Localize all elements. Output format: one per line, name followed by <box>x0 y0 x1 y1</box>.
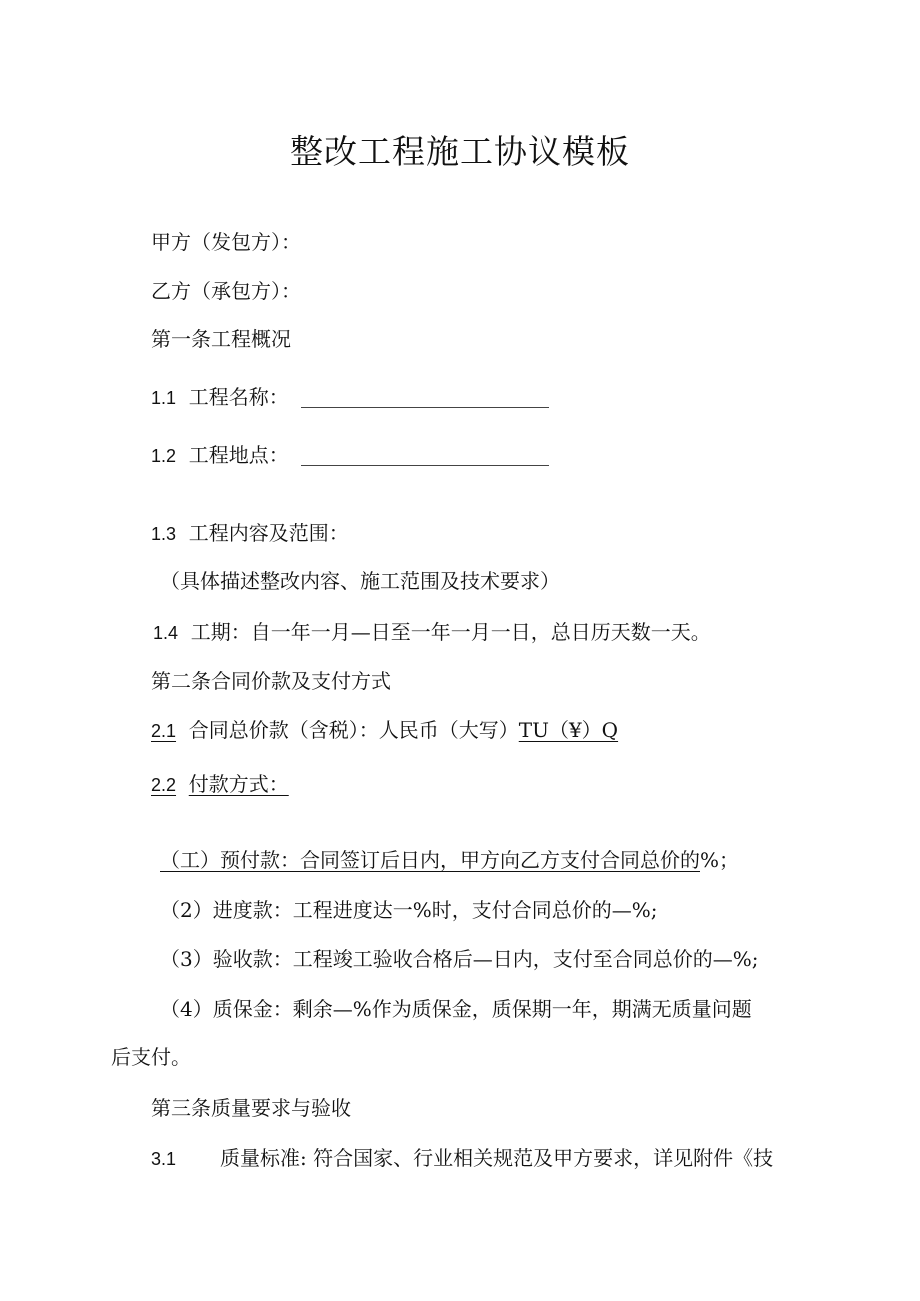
project-location-blank[interactable] <box>301 447 549 466</box>
payment-item-1-text: （工）预付款：合同签订后日内，甲方向乙方支付合同总价的 <box>160 848 700 872</box>
payment-item-3: （3）验收款：工程竣工验收合格后—日内，支付至合同总价的—%; <box>160 947 759 971</box>
clause-2-2 <box>151 770 289 799</box>
article-3-heading: 第三条质量要求与验收 <box>151 1096 351 1120</box>
clause-text: 合同总价款（含税）：人民币（大写） <box>188 718 519 742</box>
clause-number: 2.2 <box>151 775 177 795</box>
clause-3-1 <box>151 1144 773 1173</box>
payment-item-4-line-1: （4）质保金：剩余—%作为质保金，质保期一年，期满无质量问题 <box>160 997 752 1021</box>
article-2-heading: 第二条合同价款及支付方式 <box>151 669 391 693</box>
amount-field: TU（¥）Q <box>518 718 619 742</box>
clause-label: 工程名称： <box>188 385 289 409</box>
payment-item-1 <box>160 846 739 874</box>
clause-label: 付款方式： <box>188 772 289 796</box>
payment-item-1-tail: %； <box>700 848 740 872</box>
clause-2-1 <box>151 716 618 745</box>
article-1-heading: 第一条工程概况 <box>151 327 291 351</box>
clause-text: 工期：自一年一月—日至一年一月一日，总日历天数一天。 <box>190 620 711 644</box>
payment-item-2: （2）进度款：工程进度达一%时，支付合同总价的—%; <box>160 898 658 922</box>
clause-label: 工程内容及范围： <box>188 521 349 545</box>
clause-number: 2.1 <box>151 721 177 741</box>
clause-number: 1.3 <box>151 524 177 544</box>
clause-number: 1.2 <box>151 446 177 466</box>
clause-number: 1.1 <box>151 388 177 408</box>
clause-label: 工程地点： <box>188 443 289 467</box>
clause-1-2 <box>151 441 549 470</box>
clause-number: 1.4 <box>153 623 179 643</box>
clause-text: 质量标准: 符合国家、行业相关规范及甲方要求，详见附件《技 <box>220 1146 774 1170</box>
party-a-line: 甲方（发包方）： <box>151 230 301 254</box>
clause-number: 3.1 <box>151 1149 177 1169</box>
clause-1-1 <box>151 383 549 412</box>
clause-1-4 <box>153 618 711 647</box>
payment-item-4-line-2: 后支付。 <box>111 1045 191 1069</box>
party-b-line: 乙方（承包方）： <box>151 279 301 303</box>
document-title: 整改工程施工协议模板 <box>290 132 630 171</box>
clause-1-3-description: （具体描述整改内容、施工范围及技术要求） <box>160 569 560 593</box>
project-name-blank[interactable] <box>301 389 549 408</box>
clause-1-3 <box>151 519 349 548</box>
